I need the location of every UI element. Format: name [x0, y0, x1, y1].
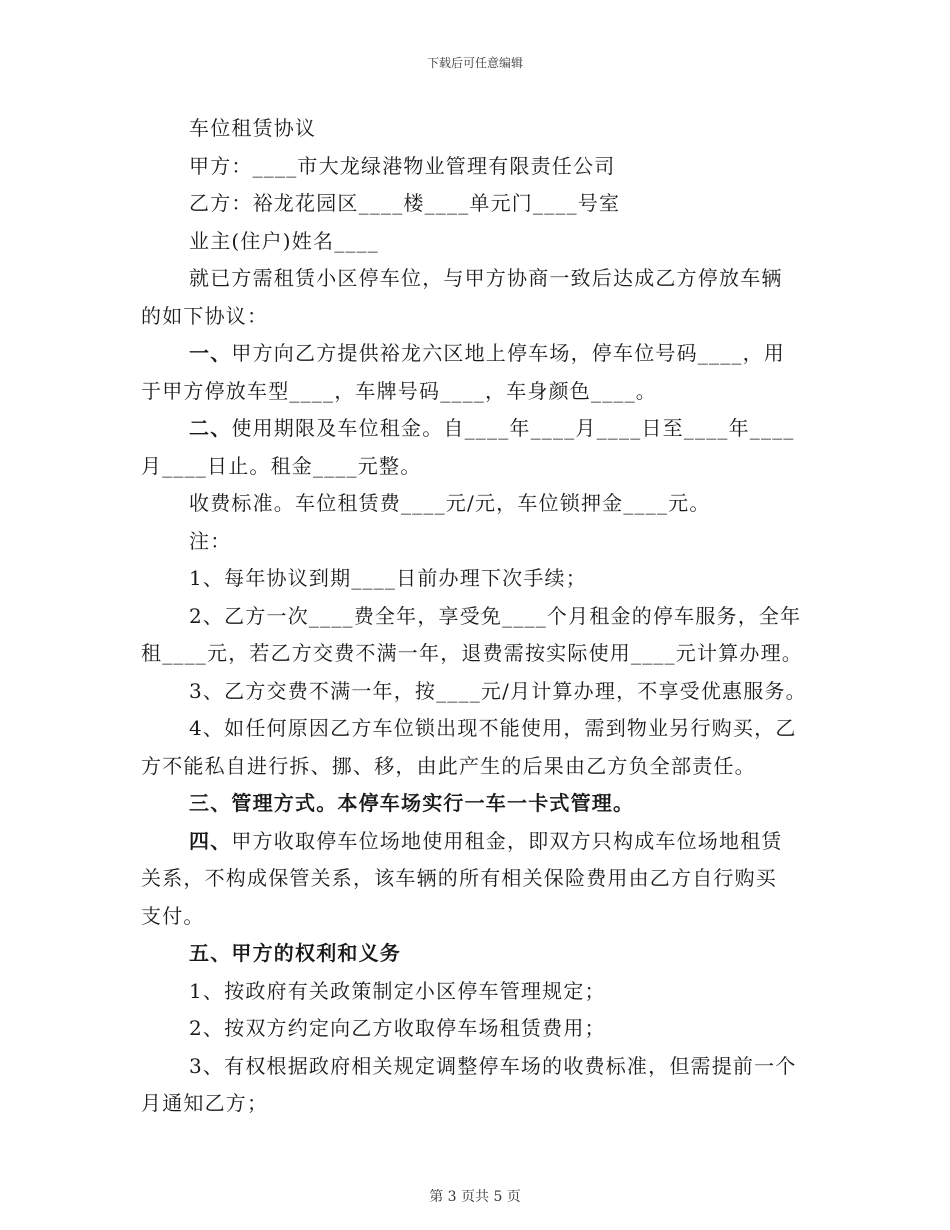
section-number: 一、	[189, 341, 232, 365]
paragraph-line: 关系，不构成保管关系，该车辆的所有相关保险费用由乙方自行购买	[141, 866, 777, 890]
paragraph-line: 1、每年协议到期____日前办理下次手续；	[189, 566, 587, 590]
document-body	[141, 110, 809, 1123]
paragraph-line: 3、有权根据政府相关规定调整停车场的收费标准，但需提前一个	[189, 1053, 797, 1078]
section-text: 使用期限及车位租金。自____年____月____日至____年____	[231, 416, 795, 440]
paragraph-line: 的如下协议：	[141, 303, 269, 328]
paragraph-line: 4、如任何原因乙方车位锁出现不能使用，需到物业另行购买，乙	[189, 716, 797, 740]
paragraph-line: 注：	[189, 528, 232, 553]
paragraph-line: 业主(住户)姓名____	[189, 228, 380, 253]
paragraph-line: 五、甲方的权利和义务	[189, 941, 401, 965]
page-header: 下载后可任意编辑	[426, 56, 523, 70]
page-footer: 第 3 页共 5 页	[429, 1189, 521, 1205]
paragraph-line: 1、按政府有关政策制定小区停车管理规定；	[189, 978, 606, 1003]
paragraph-line: 月通知乙方；	[141, 1091, 269, 1115]
paragraph-line: 乙方：裕龙花园区____楼____单元门____号室	[189, 191, 621, 215]
section-number: 二、	[189, 416, 232, 440]
paragraph-line: 车位租赁协议	[189, 116, 317, 140]
paragraph-line	[141, 335, 809, 373]
paragraph-line: 租____元，若乙方交费不满一年，退费需按实际使用____元计算办理。	[141, 641, 803, 665]
paragraph-line	[141, 823, 809, 861]
paragraph-line: 甲方：____市大龙绿港物业管理有限责任公司	[189, 153, 616, 178]
paragraph-line	[141, 410, 809, 448]
paragraph-line: 3、乙方交费不满一年，按____元/月计算办理，不享受优惠服务。	[189, 678, 807, 703]
paragraph-line: 月____日止。租金____元整。	[141, 453, 422, 478]
section-text: 甲方收取停车位场地使用租金，即双方只构成车位场地租赁	[231, 828, 783, 853]
paragraph-line: 三、管理方式。本停车场实行一车一卡式管理。	[189, 791, 635, 815]
paragraph-line: 于甲方停放车型____，车牌号码____，车身颜色____。	[141, 378, 657, 403]
paragraph-line: 2、乙方一次____费全年，享受免____个月租金的停车服务，全年	[189, 603, 802, 628]
paragraph-line: 支付。	[141, 903, 205, 928]
section-text: 甲方向乙方提供裕龙六区地上停车场，停车位号码____，用	[231, 341, 786, 365]
paragraph-line: 收费标准。车位租赁费____元/元，车位锁押金____元。	[189, 491, 711, 515]
paragraph-line: 方不能私自进行拆、挪、移，由此产生的后果由乙方负全部责任。	[141, 753, 756, 778]
paragraph-line: 2、按双方约定向乙方收取停车场租赁费用；	[189, 1016, 606, 1040]
section-number: 四、	[189, 828, 232, 853]
paragraph-line: 就已方需租赁小区停车位，与甲方协商一致后达成乙方停放车辆	[189, 266, 783, 290]
